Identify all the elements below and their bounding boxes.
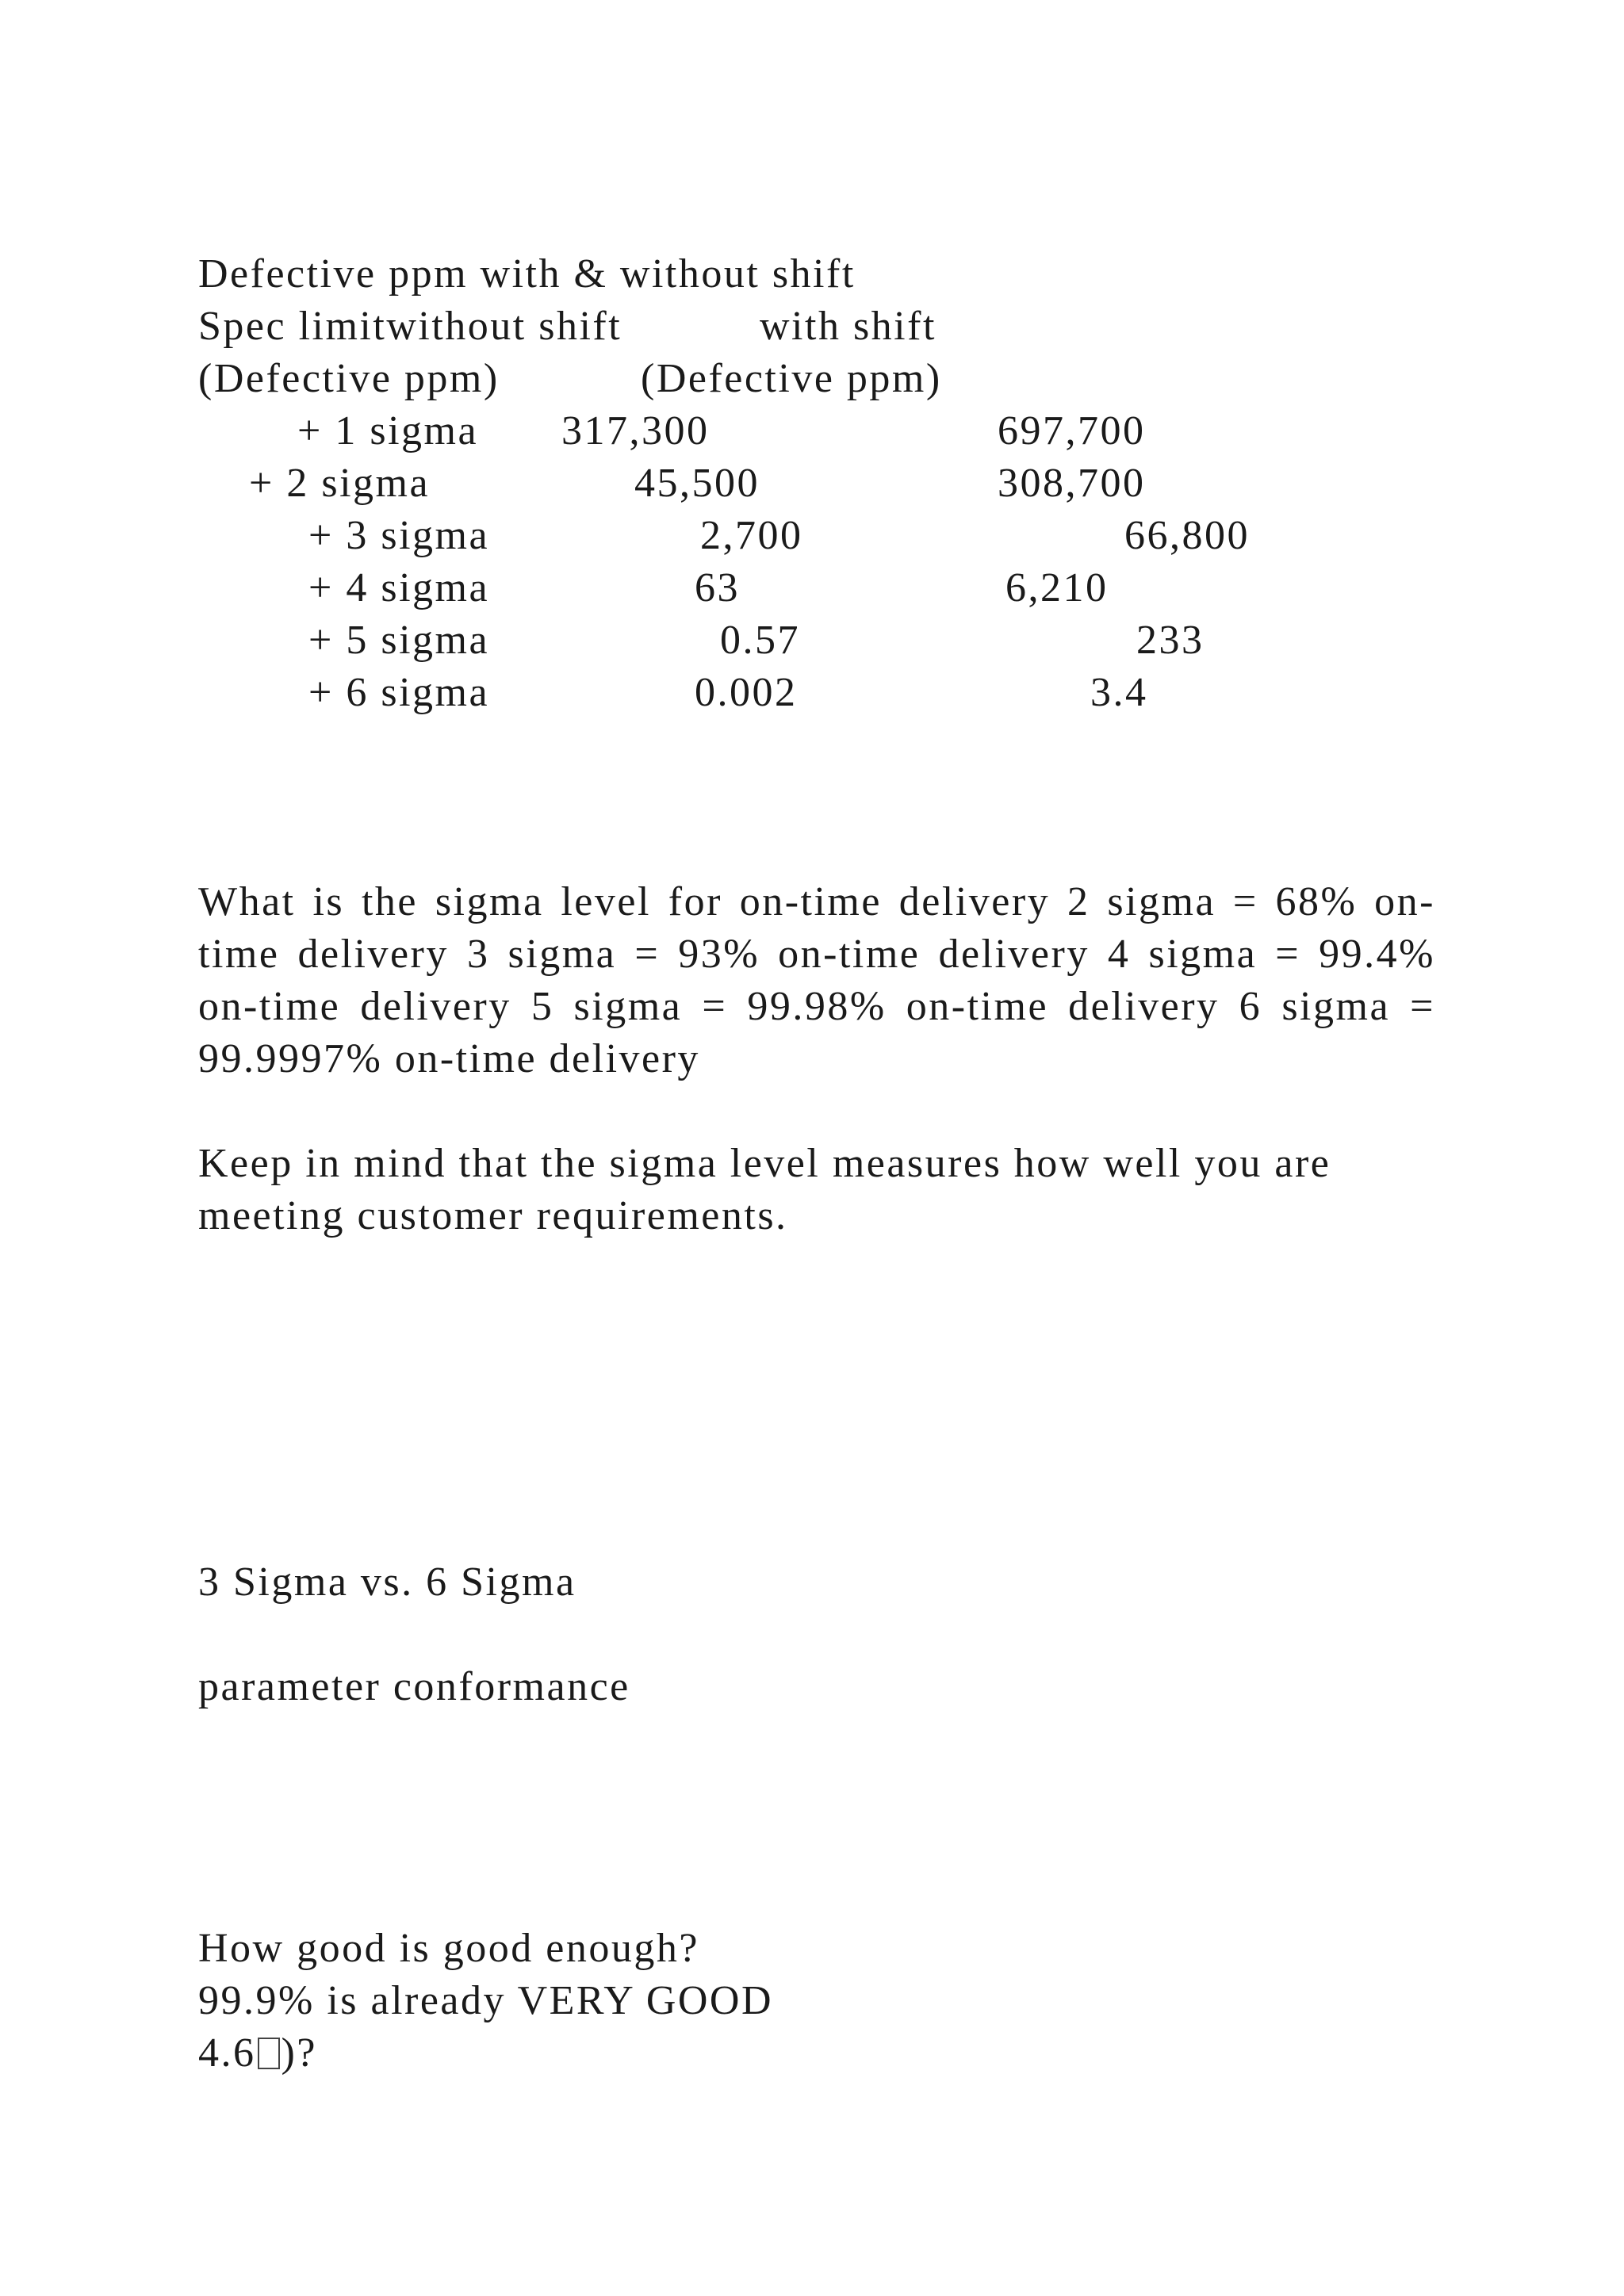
row-spec: + 3 sigma: [308, 513, 490, 558]
comparison-subheading: parameter conformance: [198, 1664, 630, 1709]
row-with-shift: 6,210: [1005, 565, 1109, 610]
row-with-shift: 66,800: [1124, 513, 1250, 558]
table-row: [0, 405, 1624, 457]
row-spec: + 4 sigma: [308, 565, 490, 610]
row-spec: + 5 sigma: [308, 618, 490, 663]
table-row: [0, 510, 1624, 562]
sigma-value-suffix: )?: [281, 2030, 317, 2076]
row-without-shift: 317,300: [561, 408, 710, 453]
row-without-shift: 63: [695, 565, 740, 610]
row-without-shift: 0.57: [720, 618, 800, 663]
very-good-statement: 99.9% is already VERY GOOD: [198, 1978, 774, 2023]
table-row: [0, 457, 1624, 510]
row-without-shift: 45,500: [634, 461, 760, 506]
missing-glyph-icon: [258, 2038, 280, 2069]
sigma-value-prefix: 4.6: [198, 2030, 256, 2076]
table-title: Defective ppm with & without shift: [198, 251, 856, 297]
comparison-heading: 3 Sigma vs. 6 Sigma: [198, 1559, 576, 1605]
table-row: [0, 614, 1624, 667]
row-without-shift: 0.002: [695, 670, 798, 715]
row-with-shift: 233: [1136, 618, 1205, 663]
sigma-level-note: Keep in mind that the sigma level measures how well you are meeting customer requirements.: [198, 1141, 1331, 1238]
on-time-delivery-paragraph: What is the sigma level for on-time delivery 2 sigma = 68% on-time delivery 3 sigma = 93% on-time delivery 4 sigma = 99.4% on-time delivery 5 sigma = 99.98% on-time delivery 6 sigma = 99.9997% on-time delivery: [198, 879, 1435, 1081]
row-with-shift: 697,700: [998, 408, 1146, 453]
subheader-with-units: (Defective ppm): [641, 356, 942, 401]
sigma-value-line: [198, 2027, 317, 2080]
header-without-shift-label: without shift: [386, 304, 622, 349]
header-with-shift: with shift: [760, 304, 936, 349]
row-without-shift: 2,700: [700, 513, 803, 558]
header-spec-limit: [198, 300, 622, 353]
table-row: [0, 562, 1624, 614]
row-spec: + 2 sigma: [249, 461, 431, 506]
subheader-without-units: (Defective ppm): [198, 356, 500, 401]
row-spec: + 6 sigma: [308, 670, 490, 715]
table-row: [0, 667, 1624, 719]
row-with-shift: 308,700: [998, 461, 1146, 506]
row-spec: + 1 sigma: [297, 408, 479, 453]
row-with-shift: 3.4: [1090, 670, 1148, 715]
good-enough-question: How good is good enough?: [198, 1926, 699, 1971]
header-spec-limit-label: Spec limit: [198, 304, 387, 349]
